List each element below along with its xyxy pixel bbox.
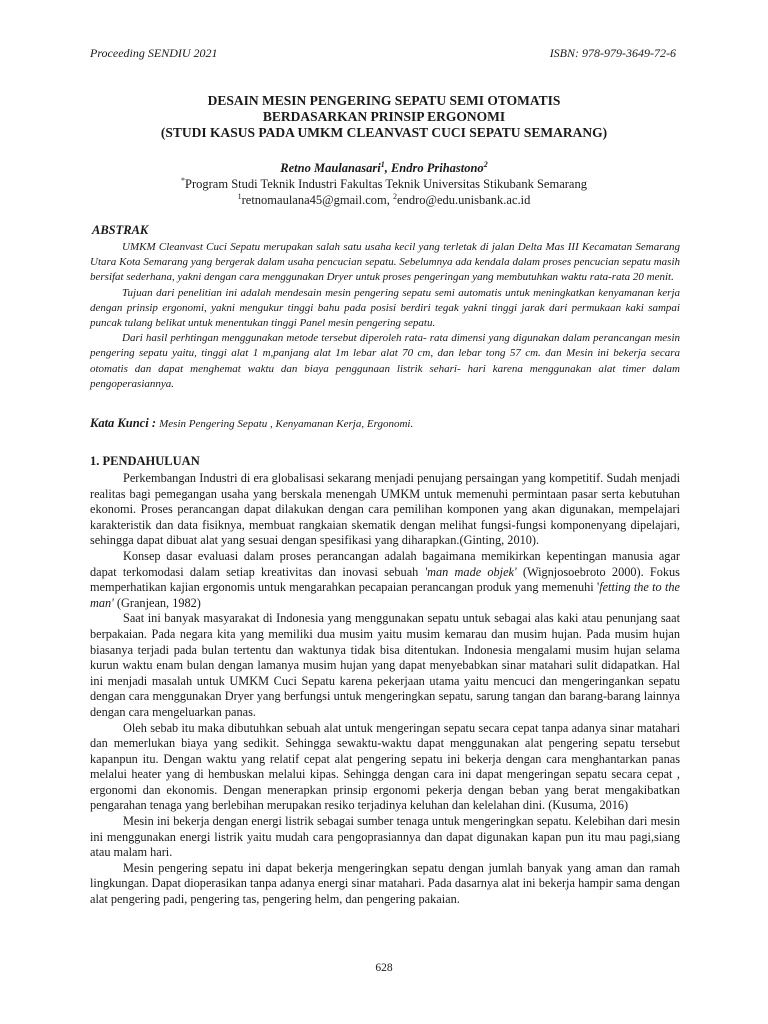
title-line-3: (STUDI KASUS PADA UMKM CLEANVAST CUCI SEPATU SEMARANG)	[160, 125, 608, 140]
keywords	[90, 416, 680, 431]
abstract-body	[90, 240, 680, 392]
section-heading-pendahuluan: 1. PENDAHULUAN	[90, 454, 200, 468]
header-isbn: ISBN: 978-979-3649-72-6	[549, 46, 676, 60]
p2-italic-man-made: 'man made objek'	[424, 564, 517, 579]
abstract-paragraph-1: UMKM Cleanvast Cuci Sepatu merupakan salah satu usaha kecil yang terletak di jalan Delta Mas III Kecamatan Semarang Utara Kota Semarang yang bergerak dalam usaha pencucian sepatu. Sebelumnya ada kendala dalam proses pencucian sepatu masih bersifat sederhana, yakni dengan cara menggunakan Dryer untuk proses pengeringan yang membutuhkan waktu rata-rata 20 menit.	[90, 241, 680, 284]
header-proceeding: Proceeding SENDIU 2021	[90, 46, 218, 60]
body-paragraph-3: Saat ini banyak masyarakat di Indonesia yang menggunakan sepatu untuk sebagai alas kaki atau penunjang saat berpakaian. Pada negara kita yang memiliki dua musim yaitu musim kemarau dan musim hujan. Pada musim hujan biasanya terjadi pada bulan tertentu dan waktunya tidak bisa ditentukan. Indonesia mengalami musim hujan selama kurun waktu enam bulan dengan lamanya musim hujan yang dapat menyebabkan sinar matahari sulit didapatkan. Hal ini menjadi masalah untuk UMKM Cuci Sepatu karena pekerjaan utama yaitu mencuci dan mengeringankan sepatu dengan cara menggunakan Dryer yang berfungsi untuk mengeringkan sepatu, sarung tangan dan barang-barang lainnya dengan cara mengeluarkan panas.	[90, 611, 680, 719]
author-1-sup: 1	[380, 159, 385, 169]
keywords-text: Mesin Pengering Sepatu , Kenyamanan Kerja, Ergonomi.	[159, 418, 414, 430]
author-2: Endro Prihastono	[390, 161, 484, 175]
abstract-paragraph-2: Tujuan dari penelitian ini adalah mendesain mesin pengering sepatu semi automatis untuk meningkatkan kenyamanan kerja dengan prinsip ergonomi, yakni mengukur tinggi bahu pada posisi berdiri tegak yakni tinggi jarak dari permukaan kaki sampai puncak tulang belikat untuk menentukan tinggi Panel mesin pengering sepatu.	[90, 286, 680, 330]
email-2-sup: 2	[393, 191, 398, 201]
author-1: Retno Maulanasari	[280, 161, 381, 175]
body-paragraph-1: Perkembangan Industri di era globalisasi sekarang menjadi penujang persaingan yang kompetitif. Sudah menjadi realitas bagi pemegangan usaha yang berskala menengah UMKM untuk memenuhi permintaan pasar serta kebutuhan ekonomi. Proses perancangan dapat dilakukan dengan cara pemilihan komponen yang akan digunakan, mempelajari karakteristik dan data fisiknya, membuat rangkaian skematik dengan melihat fungsi-fungsi komponenyang dipelajari, sehingga dapat dibuat alat yang sesuai dengan spesifikasi yang diharapkan.(Ginting, 2010).	[90, 471, 680, 548]
p2-part-a: Konsep dasar evaluasi dalam proses perancangan adalah bagaimana memikirkan kepentingan manusia agar dapat terkomodasi dalam setiap kreativitas dan inovasi sebuah	[90, 548, 680, 579]
title-line-2: BERDASARKAN PRINSIP ERGONOMI	[262, 109, 506, 124]
author-block	[90, 160, 678, 208]
abstract-paragraph-3: Dari hasil perhtingan menggunakan metode tersebut diperoleh rata- rata dimensi yang digunakan dalam perancangan mesin pengering sepatu yaitu, tinggi alat 1 m,panjang alat 1m lebar alat 70 cm, dan lebar tong 57 cm. dan Mesin ini bekerja secara otomatis dan dapat menghemat waktu dan biaya penggunaan listrik sehari- hari karena menggunakan alat timer dalam pengoperasiannya.	[90, 332, 680, 390]
email-1-sup: 1	[237, 191, 242, 201]
author-emails	[90, 192, 678, 208]
body-paragraph-4: Oleh sebab itu maka dibutuhkan sebuah alat untuk mengeringan sepatu secara cepat tanpa adanya sinar matahari dan memerlukan biaya yang sedikit. Sehingga sewaktu-waktu dapat menggunakan alat pengering sepatu tersebut kapanpun itu. Dengan waktu yang relatif cepat alat pengering sepatu ini bekerja dengan cara menghantarkan panas melalui heater yang di hembuskan melalui kipas. Sehingga dengan cara ini dapat mengeringan sepatu secara cepat , ergonomi dan ekonomis. Dengan menerapkan prinsip ergonomi pekerja dengan beban yang berat mengakibatkan pengarahan tenaga yang berlebihan merupakan resiko terjadinya keluhan dan kelelahan dini. (Kusuma, 2016)	[90, 720, 680, 813]
page-number: 628	[375, 962, 393, 974]
title-line-1: DESAIN MESIN PENGERING SEPATU SEMI OTOMATIS	[207, 93, 561, 108]
p2-part-c: (Wignjosoebroto 2000). Fokus memperhatikan kajian ergonomis untuk mengarahkan pecapaian perancangan produk yang memenuhi '	[90, 564, 680, 595]
email-2: endro@edu.unisbank.ac.id	[397, 193, 531, 207]
author-separator: ,	[384, 161, 391, 175]
p2-part-e: (Granjean, 1982)	[113, 595, 201, 610]
affiliation-text: Program Studi Teknik Industri Fakultas Teknik Universitas Stikubank Semarang	[185, 177, 587, 191]
body-paragraph-6: Mesin pengering sepatu ini dapat bekerja mengeringkan sepatu dengan jumlah banyak yang aman dan ramah lingkungan. Dapat dioperasikan tanpa adanya energi sinar matahari. Pada dasarnya alat ini bekerja hampir sama dengan alat pengering padi, pengering tas, pengering helm, dan pengering pakaian.	[90, 860, 680, 907]
affiliation-sup: *	[181, 175, 186, 185]
body-paragraph-5: Mesin ini bekerja dengan energi listrik sebagai sumber tenaga untuk mengeringkan sepatu. Kelebihan dari mesin ini menggunakan energi listrik yaitu mudah cara pengoprasiannya dan dapat digunakan kapan pun itu mau pagi,siang atau malam hari.	[90, 814, 680, 860]
author-2-sup: 2	[483, 159, 488, 169]
author-names	[90, 160, 678, 176]
keywords-label: Kata Kunci :	[90, 416, 160, 430]
abstract-heading: ABSTRAK	[92, 223, 149, 237]
email-1: retnomaulana45@gmail.com,	[241, 193, 394, 207]
section-body-pendahuluan	[90, 471, 680, 908]
p2-italic-fetting: fetting the to the man'	[90, 580, 680, 610]
affiliation	[90, 176, 678, 192]
paper-title	[90, 93, 678, 141]
body-paragraph-2	[90, 549, 680, 611]
